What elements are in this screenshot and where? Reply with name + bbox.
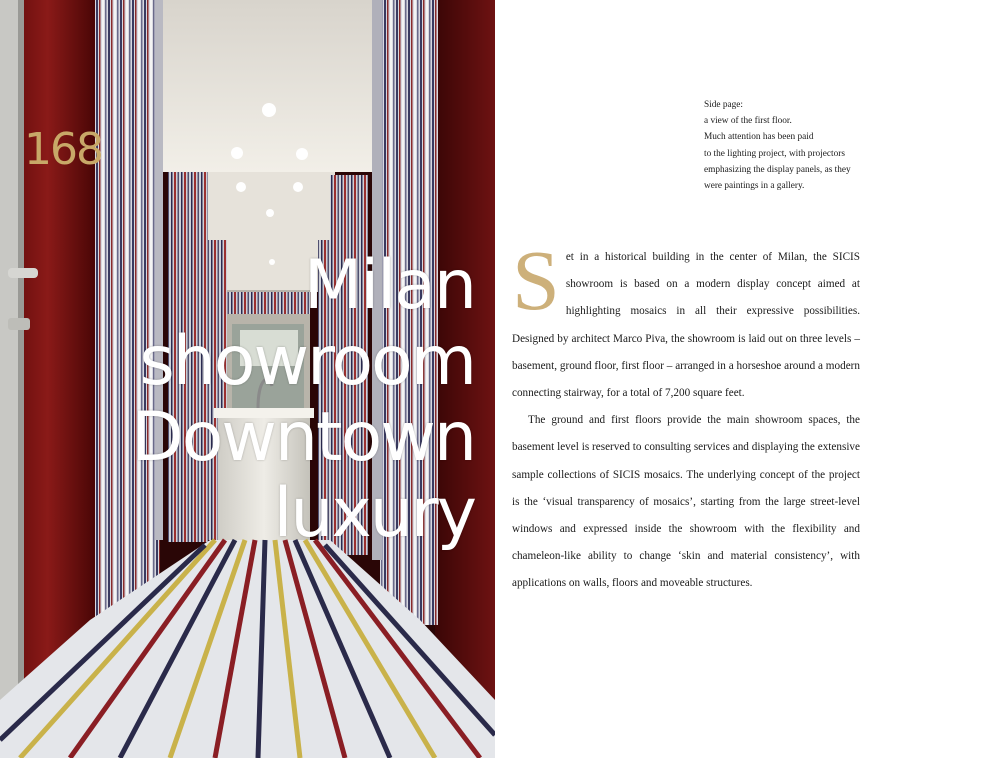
article-body — [512, 232, 860, 598]
paragraph-1 — [512, 232, 860, 407]
photo-caption — [704, 97, 904, 194]
caption-line: to the lighting project, with projectors — [704, 148, 845, 159]
caption-line: Side page: — [704, 100, 743, 110]
paragraph-2: The ground and first floors provide the main showroom spaces, the basement level is reserved to consulting services and displaying the extensive sample collections of SICIS mosaics. The underlying concept of the project is the ‘visual transparency of mosaics’, starting from the large street-level windows and expressed inside the showroom with the flexibility and chameleon-like ability to change ‘skin and material consistency’, with applications on walls, floors and moveable structures. — [512, 414, 860, 590]
page-title-line-2: showroom — [139, 322, 475, 401]
drop-cap: S — [512, 232, 560, 328]
caption-line: a view of the first floor. — [704, 116, 792, 127]
page-title-line-4: luxury — [273, 474, 475, 553]
page-title — [35, 248, 475, 552]
caption-line: emphasizing the display panels, as they — [704, 164, 851, 175]
paragraph-1-text: et in a historical building in the center of Milan, the SICIS showroom is based on a modern display concept aimed at highlighting mosaics in all their expressive possibilities. Designed by architect Marco Piva, the showroom is laid out on three levels – basement, ground floor, first floor – arranged in a horseshoe around a modern connecting stairway, for a total of 7,200 square feet. — [512, 251, 860, 400]
page-title-line-3: Downtown — [131, 398, 475, 477]
showroom-photo — [0, 0, 495, 758]
page-number: 168 — [24, 124, 102, 175]
page-title-line-1: Milan — [303, 246, 475, 325]
caption-line: Much attention has been paid — [704, 132, 814, 143]
caption-line: were paintings in a gallery. — [704, 181, 805, 192]
